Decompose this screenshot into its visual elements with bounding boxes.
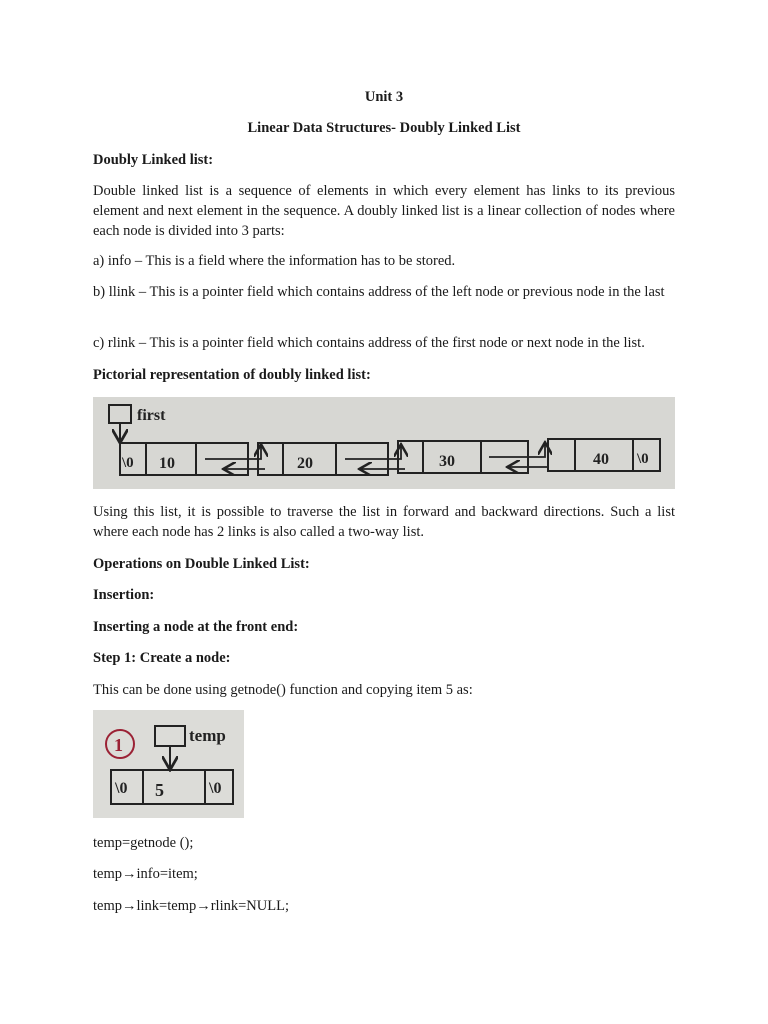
node-1-llink-null: \0 [122, 455, 134, 471]
part-info: a) info – This is a field where the information has to be stored. [93, 253, 456, 269]
main-title: Linear Data Structures- Doubly Linked List [247, 120, 521, 136]
first-pointer-label: first [137, 407, 166, 424]
temp-llink-null: \0 [115, 780, 128, 797]
unit-title: Unit 3 [364, 89, 404, 105]
step1-text: This can be done using getnode() function and copying item 5 as: [93, 682, 473, 698]
intro-paragraph: Double linked list is a sequence of elements in which every element has links to its previous element and next element in the sequence. A doubly linked list is a linear collection of nodes where each node is divided into 3 parts: [93, 183, 675, 239]
part-rlink: c) rlink – This is a pointer field which contains address of the first node or next node in the list. [93, 335, 645, 351]
temp-value: 5 [155, 780, 164, 800]
temp-pointer-label: temp [189, 726, 226, 745]
temp-rlink-null: \0 [209, 780, 222, 797]
node-3-value: 30 [439, 453, 455, 470]
traverse-paragraph: Using this list, it is possible to traverse the list in forward and backward directions. Such a list where each node has 2 links is also called a two-way list. [93, 504, 675, 540]
code-line-links: temp→link=temp→rlink=NULL; [93, 898, 289, 914]
node-2-value: 20 [297, 455, 313, 472]
temp-node-diagram [93, 710, 244, 818]
node-4-rlink-null: \0 [637, 451, 649, 467]
insertion-heading: Insertion: [93, 587, 155, 603]
section-heading: Doubly Linked list: [93, 152, 214, 168]
code-line-getnode: temp=getnode (); [93, 835, 194, 851]
step1-heading: Step 1: Create a node: [93, 650, 231, 666]
pictorial-heading: Pictorial representation of doubly linked list: [93, 367, 371, 383]
temp-node-figure [93, 710, 244, 818]
code-line-info: temp→info=item; [93, 866, 198, 882]
part-llink: b) llink – This is a pointer field which contains address of the left node or previous node in the last [93, 284, 665, 300]
node-1-value: 10 [159, 455, 175, 472]
step-number: 1 [114, 735, 123, 755]
list-diagram [93, 397, 675, 489]
front-end-heading: Inserting a node at the front end: [93, 619, 299, 635]
operations-heading: Operations on Double Linked List: [93, 556, 310, 572]
doubly-linked-list-figure [93, 397, 675, 489]
node-4-value: 40 [593, 451, 609, 468]
